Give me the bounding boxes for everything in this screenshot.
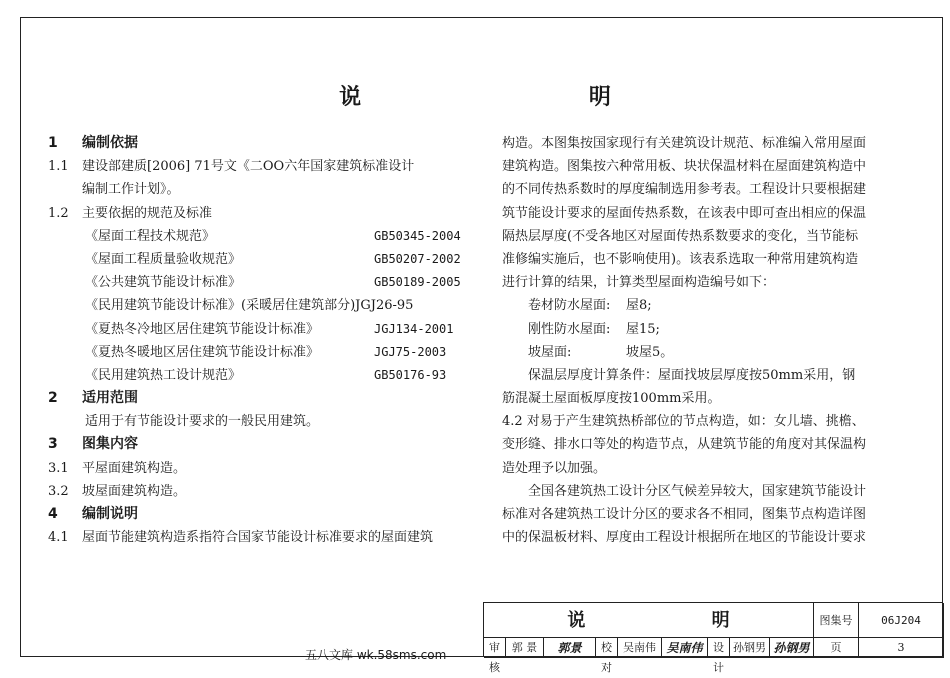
item-number: 1.1 [48, 159, 69, 175]
page-title: 说 明 [339, 85, 721, 110]
text-line: 筑节能设计要求的屋面传热系数，在该表中即可查出相应的保温 [502, 205, 867, 221]
text-line: 进行计算的结果，计算类型屋面构造编号如下： [502, 275, 776, 291]
review-signature: 郭景 [544, 638, 596, 658]
standard-item [48, 294, 473, 317]
standard-code: GB50345-2004 [374, 228, 461, 243]
heading-4 [48, 503, 473, 526]
heading-number: 2 [48, 390, 58, 407]
item-number: 3.2 [48, 483, 69, 499]
heading-text: 适用范围 [82, 390, 138, 407]
roof-type: 刚性防水屋面: [528, 321, 611, 337]
standard-item [48, 248, 473, 271]
para-4-2: 变形缝、排水口等处的构造节点，从建筑节能的角度对其保温构 [502, 437, 867, 453]
check-label: 校对 [596, 638, 618, 658]
standard-item [48, 341, 473, 364]
roof-type-row [502, 318, 892, 341]
calc-line: 筋混凝土屋面板厚度按100mm采用。 [502, 391, 721, 407]
review-name: 郭 景 [506, 638, 544, 658]
standard-code: JGJ134-2001 [374, 321, 454, 336]
para-1-1 [48, 155, 473, 178]
para-4-2: 造处理予以加强。 [502, 460, 607, 476]
item-number: 3.1 [48, 460, 69, 476]
standard-name: 《夏热冬冷地区居住建筑节能设计标准》 [85, 321, 320, 337]
standard-name: 《公共建筑节能设计标准》 [85, 275, 242, 291]
text-line: 隔热层厚度(不受各地区对屋面传热系数要求的变化，当节能标 [502, 228, 859, 244]
review-label: 审核 [484, 638, 506, 658]
standard-code: GB50207-2002 [374, 251, 461, 266]
standard-name: 《屋面工程质量验收规范》 [85, 251, 242, 267]
standard-item [48, 225, 473, 248]
heading-text: 图集内容 [82, 436, 138, 453]
roof-type-row [502, 294, 892, 317]
standard-name: 《屋面工程技术规范》 [85, 228, 216, 244]
text-line: 构造。本图集按国家现行有关建筑设计规范、标准编入常用屋面 [502, 136, 867, 151]
heading-1 [48, 132, 473, 155]
roof-code: 屋15; [626, 321, 660, 337]
page-label: 页 [814, 638, 859, 658]
text-line: 全国各建筑热工设计分区气候差异较大，国家建筑节能设计 [528, 483, 867, 499]
para-1-1-cont: 编制工作计划》。 [82, 182, 180, 198]
calc-line: 保温层厚度计算条件：屋面找坡层厚度按50mm采用，钢 [528, 367, 856, 383]
para-4-2: 4.2 对易于产生建筑热桥部位的节点构造，如：女儿墙、挑檐、 [502, 414, 865, 430]
standard-code: GB50189-2005 [374, 275, 461, 290]
para-3-2 [48, 480, 473, 503]
text-line: 标准对各建筑热工设计分区的要求各不相同，图集节点构造详图 [502, 507, 867, 522]
design-label: 设计 [708, 638, 730, 658]
design-name: 孙钢男 [730, 638, 770, 658]
roof-code: 屋8; [626, 298, 652, 314]
standard-item [48, 364, 473, 387]
heading-text: 编制说明 [82, 506, 138, 522]
atlas-label: 图集号 [814, 603, 859, 638]
title-block [483, 602, 943, 674]
roof-type-row [502, 341, 892, 364]
check-name: 吴南伟 [618, 638, 662, 658]
heading-2 [48, 387, 473, 410]
page-number: 3 [859, 638, 944, 658]
heading-text: 编制依据 [82, 135, 138, 151]
design-signature: 孙钢男 [770, 638, 814, 658]
item-number: 4.1 [48, 530, 69, 546]
title-block-title: 说 明 [484, 603, 814, 638]
item-text: 屋面节能建筑构造系指符合国家节能设计标准要求的屋面建筑 [82, 530, 434, 546]
item-text: 坡屋面建筑构造。 [82, 483, 187, 499]
standard-code: JGJ75-2003 [374, 344, 447, 359]
para-4-1 [48, 526, 473, 549]
item-text: 平屋面建筑构造。 [82, 460, 187, 476]
standard-name: 《民用建筑节能设计标准》(采暖居住建筑部分)JGJ26-95 [85, 298, 414, 314]
para-3-1 [48, 457, 473, 480]
heading-number: 4 [48, 506, 58, 522]
atlas-number: 06J204 [859, 603, 944, 638]
item-text: 主要依据的规范及标准 [82, 205, 213, 221]
roof-type: 卷材防水屋面: [528, 298, 611, 314]
item-text: 建设部建质[2006] 71号文《二OO六年国家建筑标准设计 [82, 159, 415, 175]
text-line: 中的保温板材料、厚度由工程设计根据所在地区的节能设计要求 [502, 530, 867, 546]
standard-name: 《夏热冬暖地区居住建筑节能设计标准》 [85, 344, 320, 360]
watermark-footer: 五八文库 wk.58sms.com [305, 648, 447, 662]
item-number: 1.2 [48, 205, 69, 221]
text-line: 建筑构造。图集按六种常用板、块状保温材料在屋面建筑构造中 [502, 159, 867, 175]
standard-code: GB50176-93 [374, 367, 447, 382]
roof-code: 坡屋5。 [626, 344, 674, 360]
para-2: 适用于有节能设计要求的一般民用建筑。 [85, 414, 320, 430]
heading-3 [48, 433, 473, 456]
right-column [502, 132, 892, 549]
standard-item [48, 271, 473, 294]
text-line: 的不同传热系数时的厚度编制选用参考表。工程设计只要根据建 [502, 182, 867, 198]
left-column [48, 132, 473, 549]
roof-type: 坡屋面: [528, 344, 572, 360]
text-line: 准修编实施后，也不影响使用)。该表系选取一种常用建筑构造 [502, 251, 859, 267]
heading-number: 3 [48, 436, 58, 453]
standard-item [48, 318, 473, 341]
standard-name: 《民用建筑热工设计规范》 [85, 367, 242, 383]
heading-number: 1 [48, 135, 58, 151]
para-1-2 [48, 202, 473, 225]
check-signature: 吴南伟 [662, 638, 708, 658]
